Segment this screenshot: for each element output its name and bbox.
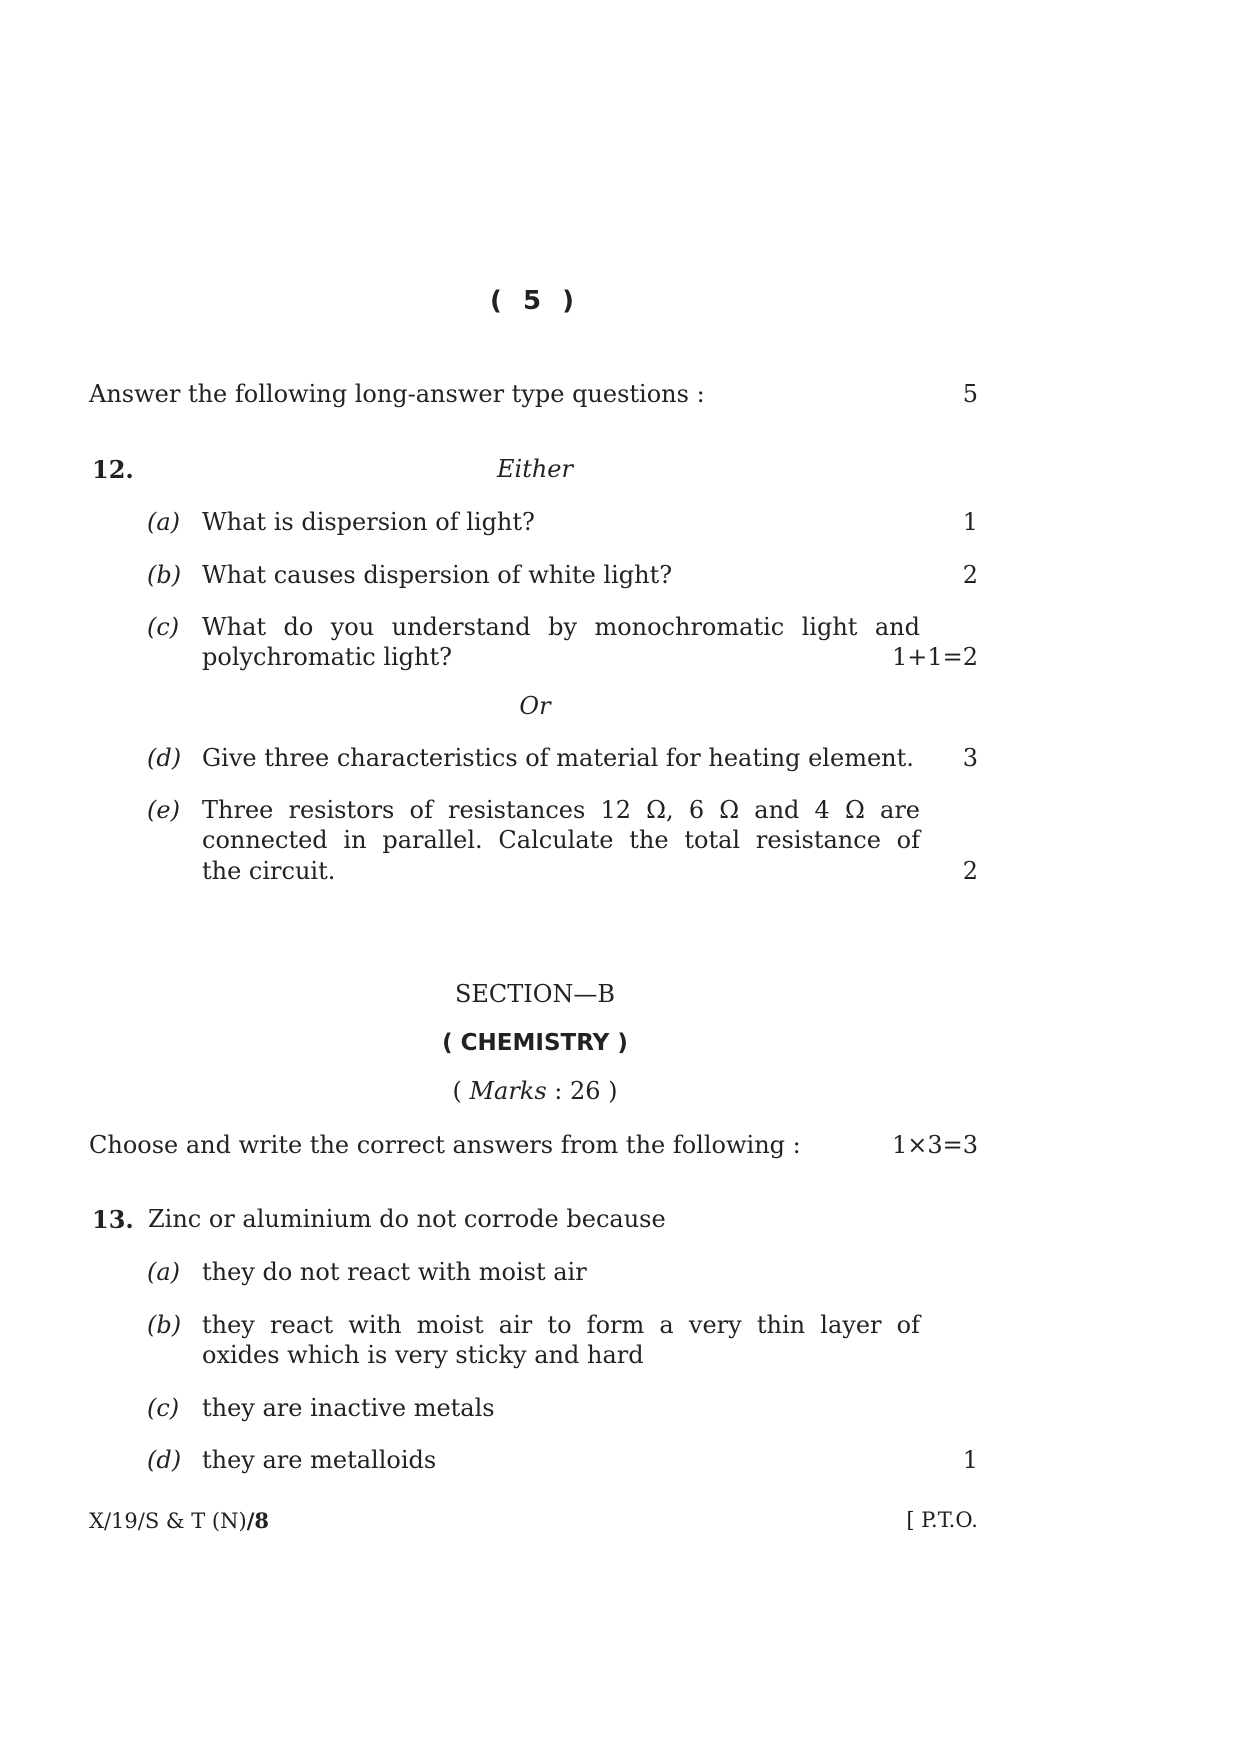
question-12-number: 12. (92, 455, 134, 484)
q12-part-b-marks: 2 (962, 561, 978, 589)
q12-part-d-marks: 3 (962, 744, 978, 772)
question-13-stem: Zinc or aluminium do not corrode because (148, 1205, 666, 1233)
chemistry-heading: ( CHEMISTRY ) (442, 1030, 628, 1056)
q12-part-d-text: Give three characteristics of material for heating element. (202, 744, 914, 772)
q13-option-c-text: they are inactive metals (202, 1394, 495, 1422)
q12-part-d-label: (d) (147, 744, 182, 772)
q12-part-b-text: What causes dispersion of white light? (202, 561, 673, 589)
q12-part-c-line1: What do you understand by monochromatic light and (202, 613, 920, 641)
q13-option-b-line2: oxides which is very sticky and hard (202, 1341, 644, 1369)
q13-option-b-line1: they react with moist air to form a very thin layer of (202, 1311, 920, 1339)
marks-word: Marks (469, 1077, 547, 1105)
page-number: ( 5 ) (490, 286, 580, 316)
q12-part-e-marks: 2 (962, 857, 978, 885)
q12-part-e-line1: Three resistors of resistances 12 Ω, 6 Ω and 4 Ω are (202, 796, 920, 824)
question-13-number: 13. (92, 1205, 134, 1234)
section-b-heading: SECTION—B (454, 980, 616, 1008)
mcq-instruction: Choose and write the correct answers from the following : (89, 1131, 801, 1159)
paper-code (89, 1508, 269, 1533)
q12-part-c-label: (c) (147, 613, 180, 641)
q12-part-c-marks: 1+1=2 (891, 643, 978, 671)
q13-option-d-label: (d) (147, 1446, 182, 1474)
q12-part-a-text: What is dispersion of light? (202, 508, 535, 536)
mcq-instruction-marks: 1×3=3 (891, 1131, 978, 1159)
section-b-marks (0, 1077, 1070, 1105)
q13-option-c-label: (c) (147, 1394, 180, 1422)
paper-code-suffix: /8 (246, 1508, 269, 1533)
long-answer-marks: 5 (962, 380, 978, 408)
q12-part-a-marks: 1 (962, 508, 978, 536)
q13-option-a-text: they do not react with moist air (202, 1258, 587, 1286)
or-heading: Or (519, 692, 551, 720)
q12-part-e-line3: the circuit. (202, 857, 336, 885)
q12-part-e-label: (e) (147, 796, 180, 824)
q12-part-a-label: (a) (147, 508, 181, 536)
marks-value: : 26 ) (546, 1077, 618, 1105)
q13-option-b-label: (b) (147, 1311, 182, 1339)
q12-part-c-line2: polychromatic light? (202, 643, 453, 671)
paper-code-prefix: X/19/S & T (N) (89, 1509, 247, 1533)
either-heading: Either (497, 455, 573, 483)
q13-marks: 1 (962, 1446, 978, 1474)
q12-part-b-label: (b) (147, 561, 182, 589)
q13-option-d-text: they are metalloids (202, 1446, 437, 1474)
pto-label: [ P.T.O. (906, 1508, 978, 1532)
marks-open: ( (452, 1077, 470, 1105)
long-answer-instruction: Answer the following long-answer type questions : (89, 380, 705, 408)
q12-part-e-line2: connected in parallel. Calculate the total resistance of (202, 826, 920, 854)
q13-option-a-label: (a) (147, 1258, 181, 1286)
